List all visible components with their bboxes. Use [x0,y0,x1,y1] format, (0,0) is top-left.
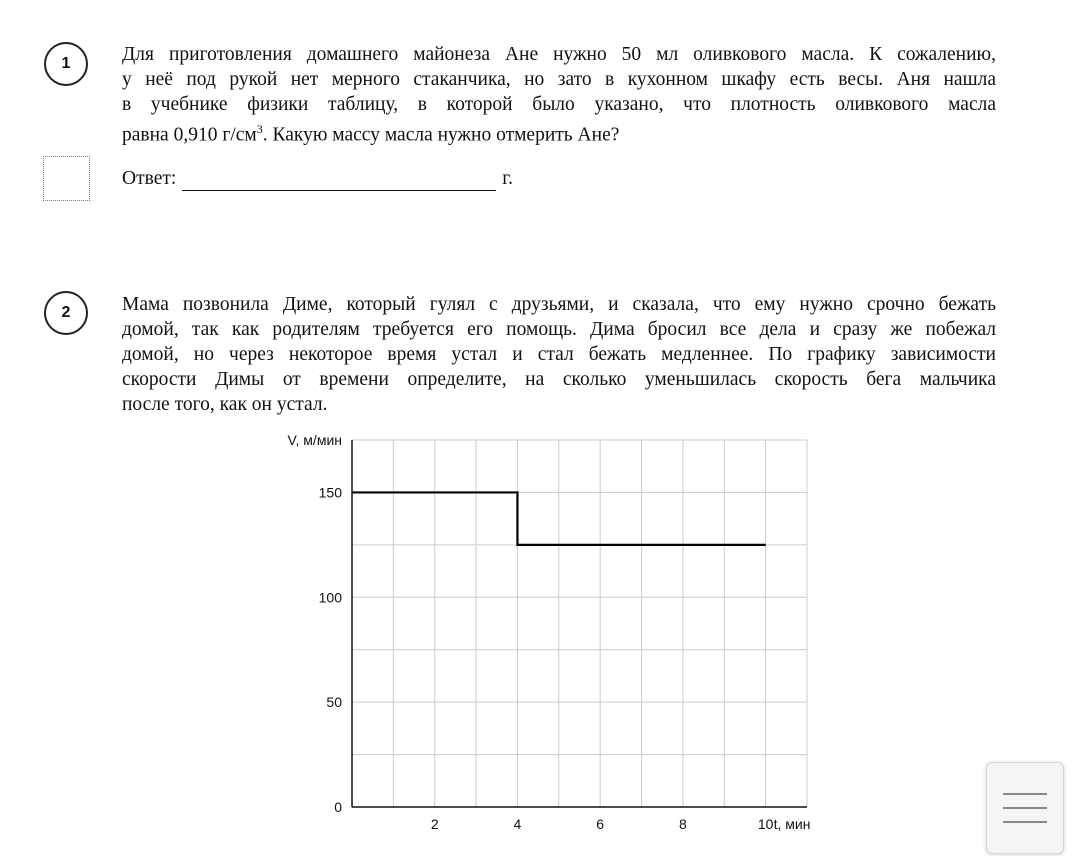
y-tick-label: 150 [318,484,342,501]
text-fragment: равна 0,910 г/см [122,124,257,146]
hamburger-menu-icon [1003,793,1047,823]
task-text [122,292,996,417]
task-number-badge [44,291,88,335]
x-tick-label: 8 [679,816,687,832]
x-tick-label: 2 [430,816,439,832]
velocity-time-chart [270,425,850,845]
menu-button[interactable] [986,762,1064,854]
task-number: 2 [61,304,71,321]
x-tick-label: 6 [596,816,605,832]
text-fragment: . Какую массу масла нужно отмерить Ане? [262,124,620,146]
y-axis-label: V, м/мин [287,432,342,448]
x-tick-label: 10 [757,816,774,832]
text-line: домой, но через некоторое время устал и стал бежать медленнее. По графику зависимости [122,344,996,365]
answer-row [122,166,513,191]
answer-input-line[interactable] [182,170,496,191]
task-number-badge [44,42,88,86]
y-tick-label: 100 [318,589,342,606]
y-tick-label: 50 [326,694,342,711]
task-text [122,42,996,148]
y-tick-label: 0 [334,799,342,815]
text-line: Мама позвонила Диме, который гулял с друзьями, и сказала, что ему нужно срочно бежать [122,294,996,315]
text-line: скорости Димы от времени определите, на сколько уменьшилась скорость бега мальчика [122,369,996,390]
answer-box[interactable] [43,156,90,201]
answer-label: Ответ: [122,168,177,189]
text-line: в учебнике физики таблицу, в которой было указано, что плотность оливкового масла [122,94,996,115]
text-line: домой, так как родителям требуется его помощь. Дима бросил все дела и сразу же побежал [122,319,996,340]
text-line: после того, как он устал. [122,394,328,415]
task-number: 1 [61,55,71,72]
text-line: у неё под рукой нет мерного стаканчика, но зато в кухонном шкафу есть весы. Аня нашла [122,69,996,90]
x-axis-label: t, мин [773,816,811,832]
text-line: Для приготовления домашнего майонеза Ане нужно 50 мл оливкового масла. К сожалению, [122,44,996,65]
superscript: 3 [256,122,263,136]
x-tick-label: 4 [513,816,522,832]
text-line [122,117,996,148]
answer-unit: г. [502,168,513,189]
